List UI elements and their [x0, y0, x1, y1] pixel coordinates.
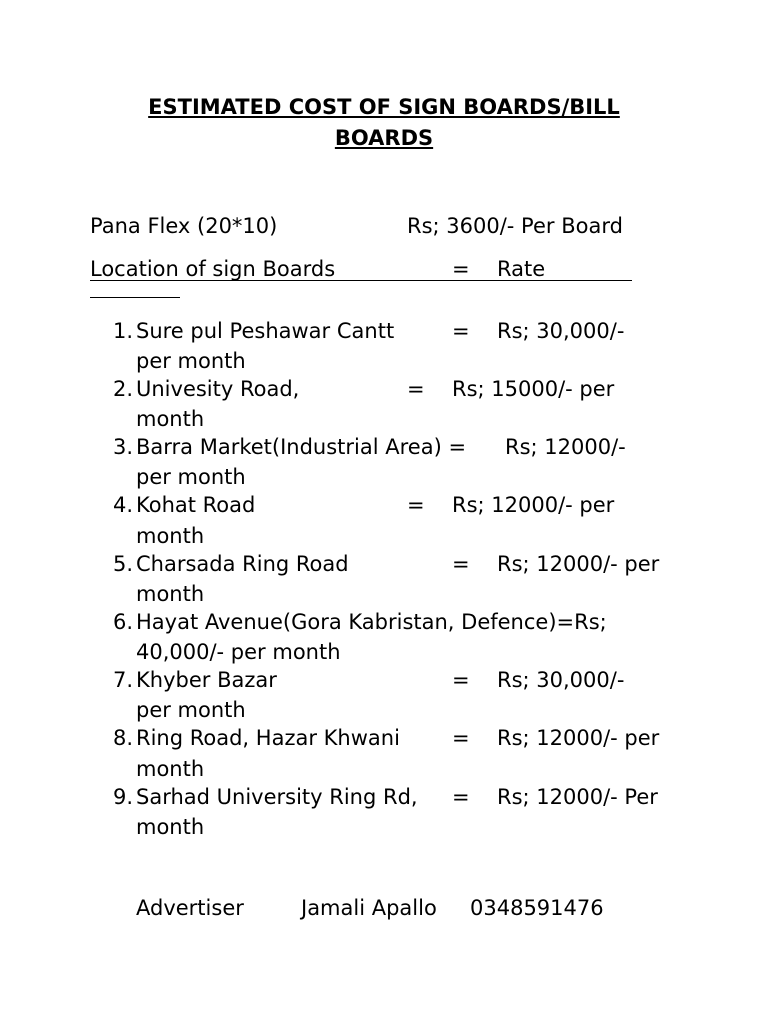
item-location: Kohat Road	[136, 493, 256, 517]
item-number: 5.	[113, 552, 134, 576]
rate-header: Rate	[497, 257, 546, 281]
item-rate-continued: month	[136, 815, 205, 839]
item-rate: Rs; 15000/- per	[452, 377, 615, 401]
item-number: 9.	[113, 785, 134, 809]
item-location: Ring Road, Hazar Khwani	[136, 726, 400, 750]
item-number: 1.	[113, 319, 134, 343]
item-equals: =	[452, 319, 470, 343]
item-rate: Rs; 12000/- per	[497, 726, 660, 750]
item-equals: =	[452, 726, 470, 750]
item-number: 2.	[113, 377, 134, 401]
item-rate: Rs; 12000/-	[505, 435, 626, 459]
header-underline-wrap	[90, 297, 180, 298]
item-rate: Rs; 12000/- per	[452, 493, 615, 517]
item-number: 7.	[113, 668, 134, 692]
item-rate-continued: month	[136, 582, 205, 606]
item-rate-continued: 40,000/- per month	[136, 640, 341, 664]
location-header: Location of sign Boards	[90, 257, 336, 281]
item-location: Barra Market(Industrial Area) =	[136, 435, 467, 459]
item-equals: =	[407, 377, 425, 401]
item-equals: =	[452, 668, 470, 692]
item-number: 8.	[113, 726, 134, 750]
item-rate: Rs; 12000/- per	[497, 552, 660, 576]
pana-flex-label: Pana Flex (20*10)	[90, 214, 278, 238]
item-number: 6.	[113, 610, 134, 634]
item-number: 4.	[113, 493, 134, 517]
item-number: 3.	[113, 435, 134, 459]
item-rate: Rs; 30,000/-	[497, 668, 625, 692]
document-title-line-1: ESTIMATED COST OF SIGN BOARDS/BILL	[148, 95, 620, 119]
item-rate-continued: month	[136, 524, 205, 548]
item-rate: Rs; 12000/- Per	[497, 785, 658, 809]
item-rate-continued: per month	[136, 349, 246, 373]
item-rate-continued: per month	[136, 465, 246, 489]
item-equals: =	[452, 785, 470, 809]
item-location: Hayat Avenue(Gora Kabristan, Defence)=Rs;	[136, 610, 607, 634]
item-location: Univesity Road,	[136, 377, 300, 401]
item-location: Sure pul Peshawar Cantt	[136, 319, 395, 343]
advertiser-name: Jamali Apallo	[301, 896, 437, 920]
item-rate-continued: month	[136, 757, 205, 781]
item-location: Charsada Ring Road	[136, 552, 349, 576]
advertiser-phone: 0348591476	[470, 896, 604, 920]
item-location: Sarhad University Ring Rd,	[136, 785, 418, 809]
item-equals: =	[407, 493, 425, 517]
item-rate: Rs; 30,000/-	[497, 319, 625, 343]
advertiser-label: Advertiser	[136, 896, 244, 920]
item-rate-continued: month	[136, 407, 205, 431]
header-equals: =	[452, 257, 470, 281]
item-location: Khyber Bazar	[136, 668, 277, 692]
item-equals: =	[452, 552, 470, 576]
document-title-line-2: BOARDS	[334, 126, 434, 150]
header-underline	[90, 280, 632, 281]
item-rate-continued: per month	[136, 698, 246, 722]
pana-flex-rate: Rs; 3600/- Per Board	[407, 214, 623, 238]
